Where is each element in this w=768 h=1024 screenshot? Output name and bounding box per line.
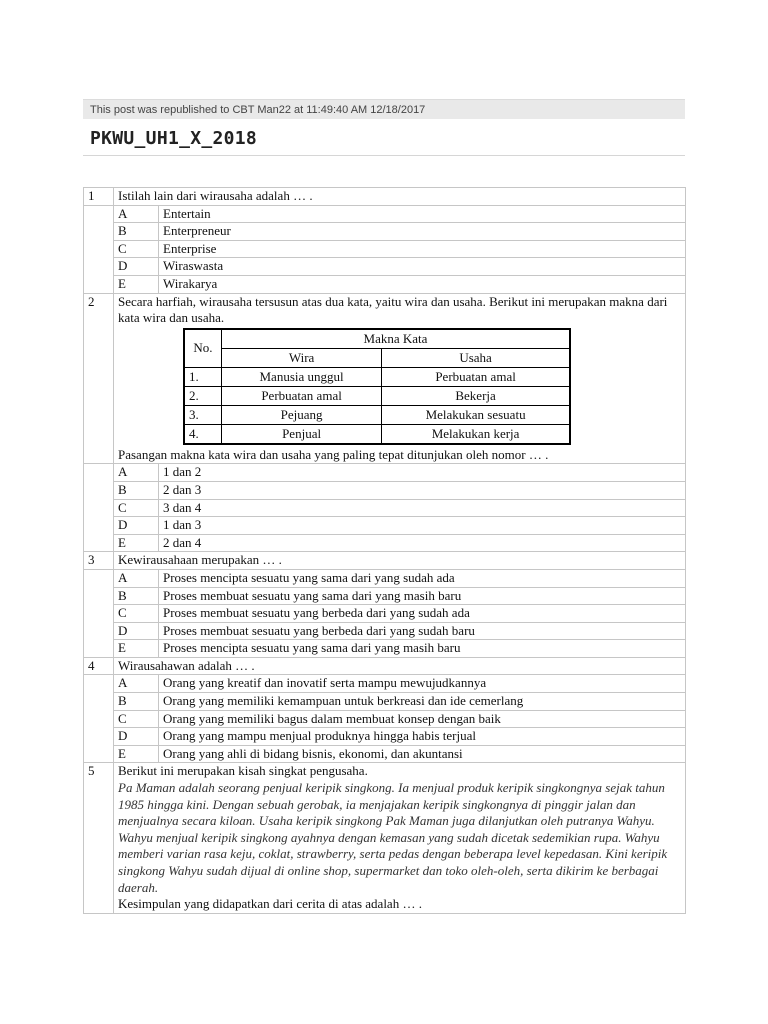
story-passage: Pa Maman adalah seorang penjual keripik singkong. Ia menjual produk keripik singkongnya sejak tahun 1985 hingga kini. Dengan sebuah gerobak, ia menjajakan keripik singkongnya di pinggir jalan dan menjualnya secara kiloan. Usaha keripik singkong Pak Maman juga dilanjutkan oleh putranya Wahyu. Wahyu menjual keripik singkong ayahnya dengan kemasan yang sudah dicetak sedemikian rupa. Wahyu memberi varian rasa keju, coklat, strawberry, serta pedas dengan beberapa level kepedasan. Kini keripik singkong Wahyu sudah dijual di online shop, supermarket dan toko oleh-oleh, serta dikirim ke berbagai daerah. <box>118 780 668 895</box>
option-row <box>84 223 686 241</box>
option-text: 2 dan 4 <box>159 534 686 552</box>
makna-row <box>184 424 570 444</box>
makna-wira: Pejuang <box>222 405 382 424</box>
option-row <box>84 275 686 293</box>
question-stem: Istilah lain dari wirausaha adalah … . <box>114 188 686 206</box>
option-text: Orang yang kreatif dan inovatif serta mampu mewujudkannya <box>159 675 686 693</box>
makna-usaha: Bekerja <box>382 386 570 405</box>
makna-no: 3. <box>184 405 222 424</box>
question-row <box>84 763 686 913</box>
makna-row <box>184 367 570 386</box>
option-text: Proses mencipta sesuatu yang sama dari yang masih baru <box>159 640 686 658</box>
question-number: 5 <box>84 763 114 913</box>
makna-no: 4. <box>184 424 222 444</box>
question-row <box>84 188 686 206</box>
option-row <box>84 569 686 587</box>
question-stem: Secara harfiah, wirausaha tersusun atas dua kata, yaitu wira dan usaha. Berikut ini merupakan makna dari kata wira dan usaha. <box>118 293 668 326</box>
option-letter: A <box>114 205 159 223</box>
page-title: PKWU_UH1_X_2018 <box>90 128 258 149</box>
option-text: Proses membuat sesuatu yang berbeda dari yang sudah ada <box>159 605 686 623</box>
option-text: Orang yang mampu menjual produknya hingga habis terjual <box>159 728 686 746</box>
question-stem-after: Kesimpulan yang didapatkan dari cerita di atas adalah … . <box>118 896 422 912</box>
option-row <box>84 481 686 499</box>
option-text: 2 dan 3 <box>159 481 686 499</box>
option-letter: A <box>114 675 159 693</box>
option-row <box>84 728 686 746</box>
option-row <box>84 240 686 258</box>
question-stem-block <box>114 293 686 464</box>
makna-wira: Manusia unggul <box>222 367 382 386</box>
option-text: Proses mencipta sesuatu yang sama dari yang sudah ada <box>159 569 686 587</box>
option-letter: D <box>114 728 159 746</box>
option-letter: B <box>114 693 159 711</box>
option-letter: E <box>114 534 159 552</box>
option-row <box>84 745 686 763</box>
makna-col-wira: Wira <box>222 348 382 367</box>
option-row <box>84 675 686 693</box>
option-text: Orang yang memiliki bagus dalam membuat konsep dengan baik <box>159 710 686 728</box>
option-letter: A <box>114 569 159 587</box>
option-row <box>84 710 686 728</box>
option-text: Orang yang memiliki kemampuan untuk berkreasi dan ide cemerlang <box>159 693 686 711</box>
option-text: 1 dan 3 <box>159 517 686 535</box>
makna-wira: Perbuatan amal <box>222 386 382 405</box>
option-row <box>84 605 686 623</box>
option-row <box>84 587 686 605</box>
option-letter: B <box>114 587 159 605</box>
question-stem: Kewirausahaan merupakan … . <box>114 552 686 570</box>
question-row <box>84 293 686 464</box>
option-letter: B <box>114 223 159 241</box>
option-row <box>84 258 686 276</box>
option-row <box>84 640 686 658</box>
makna-row <box>184 386 570 405</box>
question-stem-after: Pasangan makna kata wira dan usaha yang paling tepat ditunjukan oleh nomor … . <box>118 446 549 462</box>
option-letter: D <box>114 258 159 276</box>
republish-banner: This post was republished to CBT Man22 at 11:49:40 AM 12/18/2017 <box>83 99 685 119</box>
option-row <box>84 499 686 517</box>
question-number: 3 <box>84 552 114 570</box>
option-row <box>84 534 686 552</box>
option-letter: A <box>114 464 159 482</box>
title-divider <box>83 155 685 156</box>
option-text: Entertain <box>159 205 686 223</box>
quiz-table <box>83 187 686 914</box>
makna-col-usaha: Usaha <box>382 348 570 367</box>
makna-row <box>184 405 570 424</box>
option-letter: C <box>114 605 159 623</box>
makna-no-header: No. <box>184 329 222 368</box>
option-text: Wirakarya <box>159 275 686 293</box>
option-letter: E <box>114 275 159 293</box>
option-text: 3 dan 4 <box>159 499 686 517</box>
question-row <box>84 657 686 675</box>
option-letter: E <box>114 745 159 763</box>
option-row <box>84 622 686 640</box>
makna-wira: Penjual <box>222 424 382 444</box>
option-text: Orang yang ahli di bidang bisnis, ekonomi, dan akuntansi <box>159 745 686 763</box>
question-number: 4 <box>84 657 114 675</box>
question-stem: Berikut ini merupakan kisah singkat pengusaha. <box>118 763 368 779</box>
option-text: Proses membuat sesuatu yang berbeda dari yang sudah baru <box>159 622 686 640</box>
option-letter: B <box>114 481 159 499</box>
option-text: 1 dan 2 <box>159 464 686 482</box>
option-letter: C <box>114 710 159 728</box>
option-text: Enterpreneur <box>159 223 686 241</box>
makna-usaha: Perbuatan amal <box>382 367 570 386</box>
makna-no: 1. <box>184 367 222 386</box>
option-letter: D <box>114 517 159 535</box>
option-letter: E <box>114 640 159 658</box>
question-row <box>84 552 686 570</box>
option-row <box>84 205 686 223</box>
makna-no: 2. <box>184 386 222 405</box>
option-text: Proses membuat sesuatu yang sama dari yang masih baru <box>159 587 686 605</box>
option-row <box>84 517 686 535</box>
option-text: Wiraswasta <box>159 258 686 276</box>
makna-kata-table <box>183 328 571 445</box>
question-stem: Wirausahawan adalah … . <box>114 657 686 675</box>
option-text: Enterprise <box>159 240 686 258</box>
option-row <box>84 693 686 711</box>
makna-usaha: Melakukan kerja <box>382 424 570 444</box>
option-letter: C <box>114 499 159 517</box>
question-number: 1 <box>84 188 114 206</box>
makna-group-header: Makna Kata <box>222 329 571 349</box>
option-letter: D <box>114 622 159 640</box>
option-letter: C <box>114 240 159 258</box>
question-number: 2 <box>84 293 114 464</box>
question-stem-block <box>114 763 686 913</box>
makna-usaha: Melakukan sesuatu <box>382 405 570 424</box>
option-row <box>84 464 686 482</box>
